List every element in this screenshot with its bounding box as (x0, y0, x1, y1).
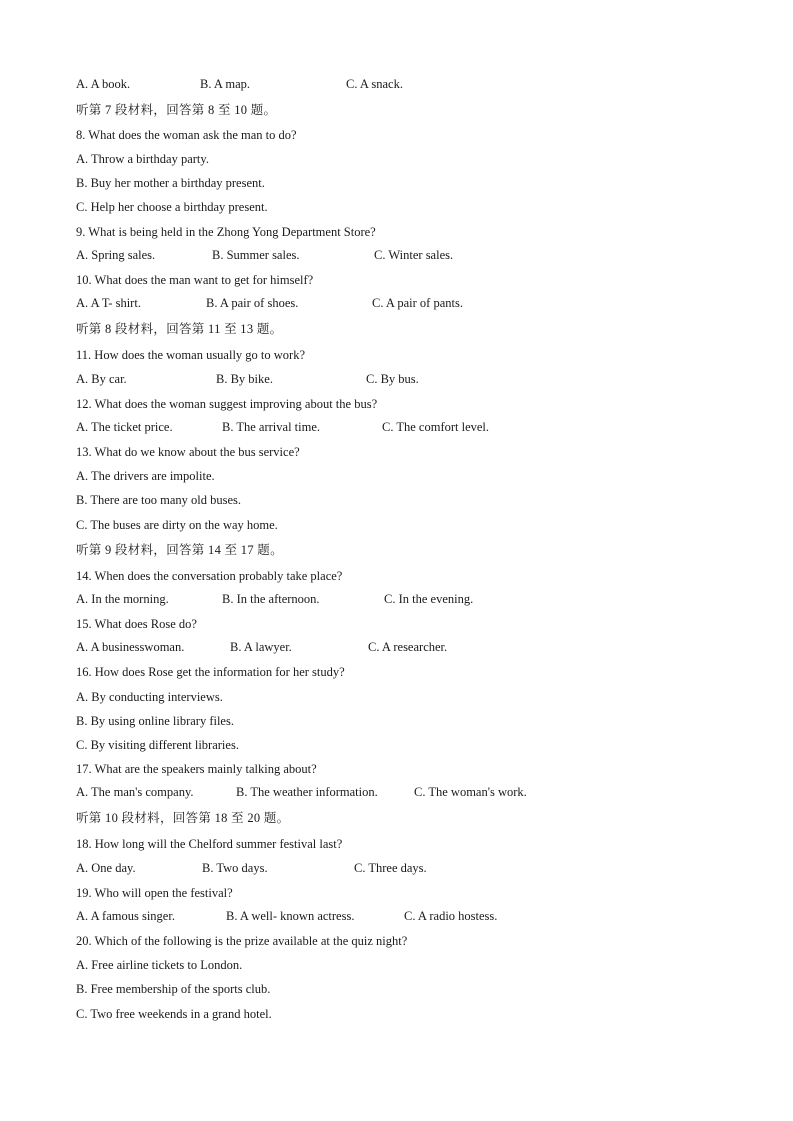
q13-option-a: A. The drivers are impolite. (76, 469, 215, 483)
q14-option-a: A. In the morning. (76, 592, 169, 606)
section-10-heading: 听第 10 段材料，回答第 18 至 20 题。 (76, 811, 290, 825)
q11-option-a: A. By car. (76, 372, 127, 386)
q10-option-b: B. A pair of shoes. (206, 296, 299, 310)
q18-option-b: B. Two days. (202, 861, 268, 875)
q12-question: 12. What does the woman suggest improving about the bus? (76, 397, 378, 411)
q10-option-c: C. A pair of pants. (372, 296, 463, 310)
q9-option-a: A. Spring sales. (76, 248, 156, 262)
q20-option-c: C. Two free weekends in a grand hotel. (76, 1007, 272, 1021)
section-7-heading: 听第 7 段材料，回答第 8 至 10 题。 (76, 103, 277, 117)
q15-question: 15. What does Rose do? (76, 617, 197, 631)
q13-question: 13. What do we know about the bus service? (76, 445, 300, 459)
q15-option-c: C. A researcher. (368, 640, 448, 654)
q17-option-c: C. The woman's work. (414, 785, 527, 799)
q18-option-c: C. Three days. (354, 861, 427, 875)
q7-option-b: B. A map. (200, 77, 251, 91)
q18-question: 18. How long will the Chelford summer festival last? (76, 837, 343, 851)
q13-option-b: B. There are too many old buses. (76, 493, 242, 507)
q7-option-c: C. A snack. (346, 77, 403, 91)
q8-option-c: C. Help her choose a birthday present. (76, 200, 268, 214)
q12-option-a: A. The ticket price. (76, 420, 173, 434)
q16-option-a: A. By conducting interviews. (76, 690, 223, 704)
q14-option-b: B. In the afternoon. (222, 592, 320, 606)
q8-option-b: B. Buy her mother a birthday present. (76, 176, 265, 190)
q11-option-c: C. By bus. (366, 372, 419, 386)
q11-question: 11. How does the woman usually go to work? (76, 348, 306, 362)
section-9-heading: 听第 9 段材料，回答第 14 至 17 题。 (76, 543, 283, 557)
q9-option-c: C. Winter sales. (374, 248, 454, 262)
q17-question: 17. What are the speakers mainly talking about? (76, 762, 317, 776)
q12-option-c: C. The comfort level. (382, 420, 490, 434)
q16-option-c: C. By visiting different libraries. (76, 738, 239, 752)
q9-option-b: B. Summer sales. (212, 248, 300, 262)
q19-option-c: C. A radio hostess. (404, 909, 498, 923)
q20-question: 20. Which of the following is the prize available at the quiz night? (76, 934, 408, 948)
q20-option-a: A. Free airline tickets to London. (76, 958, 243, 972)
q10-option-a: A. A T- shirt. (76, 296, 141, 310)
section-8-heading: 听第 8 段材料，回答第 11 至 13 题。 (76, 322, 283, 336)
q15-option-b: B. A lawyer. (230, 640, 292, 654)
q14-option-c: C. In the evening. (384, 592, 474, 606)
q14-question: 14. When does the conversation probably take place? (76, 569, 343, 583)
q8-option-a: A. Throw a birthday party. (76, 152, 209, 166)
q20-option-b: B. Free membership of the sports club. (76, 982, 271, 996)
q18-option-a: A. One day. (76, 861, 136, 875)
q10-question: 10. What does the man want to get for himself? (76, 273, 314, 287)
q15-option-a: A. A businesswoman. (76, 640, 185, 654)
q16-question: 16. How does Rose get the information for her study? (76, 665, 345, 679)
q8-question: 8. What does the woman ask the man to do? (76, 128, 297, 142)
q19-option-b: B. A well- known actress. (226, 909, 355, 923)
q7-option-a: A. A book. (76, 77, 131, 91)
q17-option-a: A. The man's company. (76, 785, 194, 799)
q12-option-b: B. The arrival time. (222, 420, 321, 434)
q17-option-b: B. The weather information. (236, 785, 378, 799)
q9-question: 9. What is being held in the Zhong Yong Department Store? (76, 225, 376, 239)
q16-option-b: B. By using online library files. (76, 714, 234, 728)
q19-option-a: A. A famous singer. (76, 909, 175, 923)
q19-question: 19. Who will open the festival? (76, 886, 233, 900)
q11-option-b: B. By bike. (216, 372, 273, 386)
q13-option-c: C. The buses are dirty on the way home. (76, 518, 278, 532)
